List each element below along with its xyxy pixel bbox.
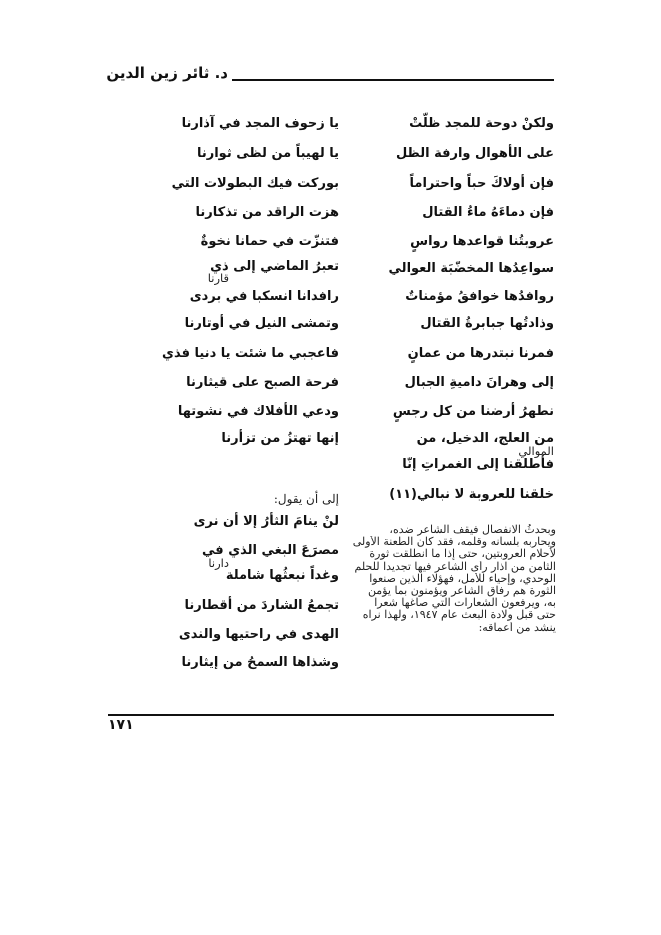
- poem-line: فإن دماءَهُ ماءُ القتال: [422, 205, 554, 220]
- poem-footnote-word: دارنا: [208, 556, 229, 570]
- poem-line: الهدى في راحتيها والندى: [178, 627, 339, 642]
- paragraph-line: حتى قبل ولادة البعث عام ١٩٤٧، ولهذا نراه: [362, 609, 556, 622]
- poem-line: من العلج، الدخيل، من: [416, 431, 554, 446]
- poem-line: ودعي الأفلاك في نشوتها: [177, 404, 339, 419]
- poem-line: خلقنا للعروبة لا نبالي(١١): [389, 487, 554, 502]
- poem-line: فتنزّت في حمانا نخوةٌ: [200, 234, 339, 249]
- poem-line: لنْ ينامَ الثأرُ إلا أن نرى: [193, 514, 339, 529]
- poem-line: يا زحوف المجد في آذارنا: [181, 116, 339, 131]
- poem-line: ولكنْ دوحة للمجد ظلّتْ: [409, 116, 554, 131]
- poem-line: إنها تهتزُ من تزأرنا: [221, 431, 339, 446]
- paragraph-line: به، ويرفعون الشعارات التي صاغها شعراً: [374, 597, 556, 610]
- poem-line: رافدانا انسكبا في بردى: [189, 289, 339, 304]
- poem-footnote-word: قارنا: [207, 271, 229, 285]
- poem-line: على الأهوال وارفة الظل: [395, 146, 554, 161]
- paragraph-line: الثامن من آذار رأى الشاعر فيها تجديداً للحلم: [354, 560, 556, 573]
- poem-line: سواعِدُها المخضّبَة العوالي: [388, 261, 554, 276]
- poem-line: فرحة الصبح على قيثارنا: [186, 375, 339, 390]
- paragraph-line: لأحلام العروبتين، حتى إذا ما انطلقت ثورة: [369, 548, 556, 561]
- paragraph-line: ينشد من أعماقه:: [478, 621, 556, 634]
- paragraph-line: الثورة هم رفاق الشاعر ويؤمنون بما يؤمن: [367, 585, 556, 598]
- poem-line: وتمشى النيل في أوتارنا: [184, 316, 339, 331]
- footer-rule: [108, 714, 554, 716]
- paragraph-line: وبحدثُ الانفصال فيقف الشاعر ضده،: [389, 524, 556, 536]
- poem-line: وشذاها السمحُ من إيثارنا: [181, 655, 339, 670]
- poem-line: بوركت فيك البطولات التي: [171, 176, 339, 191]
- poem-line: روافدُها خوافقُ مؤمناتٌ: [405, 289, 554, 304]
- page-number: ١٧١: [108, 717, 134, 733]
- poem-line: وغداً نبعثُها شاملة: [225, 568, 339, 583]
- poem-line: وذادتُها جبابرةُ القتال: [420, 316, 554, 331]
- poem-line: فمرنا نبتدرها من عمانٍ: [407, 346, 554, 361]
- running-header-author: د. ثائر زين الدين: [106, 64, 228, 82]
- poem-line: تعبرُ الماضي إلى ذي: [210, 259, 339, 274]
- poem-line: فإن أولاكَ حباً واحتراماً: [409, 176, 554, 191]
- intro-text: إلى أن يقول:: [273, 492, 339, 506]
- poem-line: مصرَعَ البغي الذي في: [202, 543, 339, 558]
- paragraph-line: ويحاربه بلسانه وقلمه، فقد كان الطعنة الأولى: [352, 536, 556, 549]
- poem-footnote-word: الموالي: [518, 444, 554, 458]
- poem-line: يا لهيباً من لظى ثوارنا: [196, 146, 339, 161]
- poem-line: نطهرُ أرضنا من كل رجسٍ: [392, 404, 554, 419]
- poem-line: إلى وهرانَ داميةِ الجبال: [404, 375, 554, 390]
- poem-line: فأطلقنا إلى الغمراتِ إنّا: [402, 457, 554, 472]
- poem-line: تجمعُ الشاردَ من أقطارنا: [184, 598, 339, 613]
- paragraph-line: الوحدي، وإحياء للأمل، فهؤلاء الذين صنعوا: [369, 572, 556, 585]
- header-rule: [232, 79, 554, 81]
- poem-line: هزت الراقد من تذكارنا: [195, 205, 339, 220]
- prose-paragraph: [348, 524, 556, 634]
- poem-line: عروبتُنا قواعدها رواسٍ: [410, 234, 554, 249]
- poem-line: فاعجبي ما شئت يا دنيا فذي: [162, 346, 339, 361]
